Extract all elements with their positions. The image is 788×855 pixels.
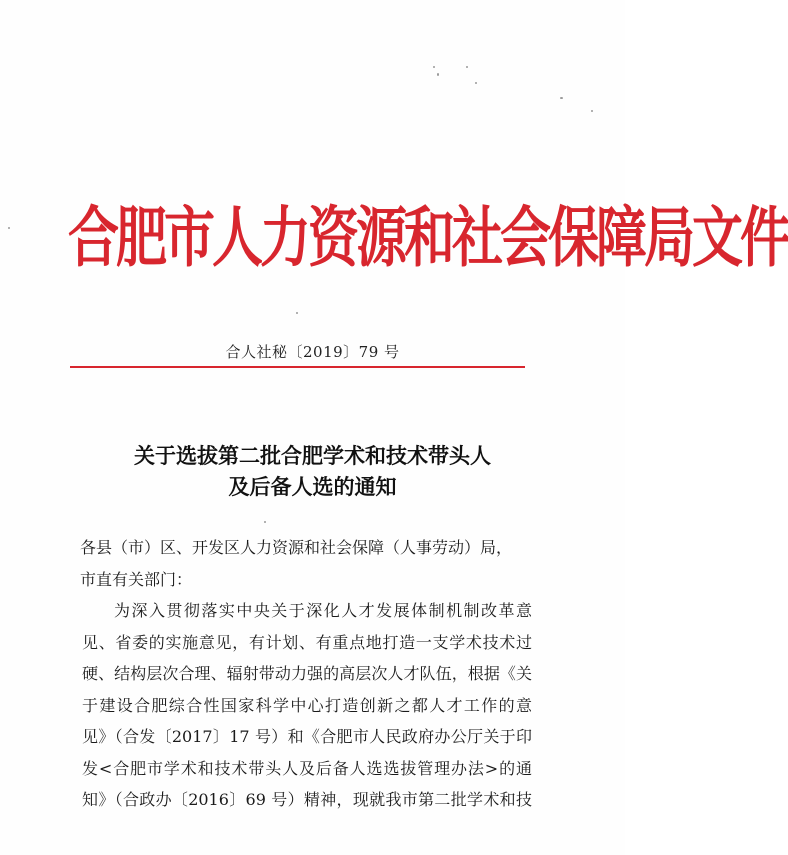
scan-speck: [8, 227, 10, 229]
body-line: 发<合肥市学术和技术带头人及后备人选选拔管理办法>的通: [82, 758, 532, 778]
scan-speck: [437, 73, 439, 76]
red-divider-line: [70, 366, 525, 368]
body-line: 为深入贯彻落实中央关于深化人才发展体制机制改革意: [114, 601, 532, 620]
body-line: 知》（合政办〔2016〕69 号）精神，现就我市第二批学术和技: [82, 790, 532, 809]
body-line: 见》（合发〔2017〕17 号）和《合肥市人民政府办公厅关于印: [82, 727, 532, 746]
scan-speck: [466, 66, 468, 68]
scan-speck: [433, 66, 435, 68]
addressee-line: 各县（市）区、开发区人力资源和社会保障（人事劳动）局，: [80, 538, 513, 557]
notice-title-line: 关于选拔第二批合肥学术和技术带头人: [134, 444, 491, 468]
document-number: 合人社秘〔2019〕79 号: [225, 343, 400, 361]
scan-speck: [591, 110, 593, 112]
body-line: 见、省委的实施意见，有计划、有重点地打造一支学术技术过: [82, 632, 532, 652]
scan-speck: [264, 521, 266, 523]
scan-speck: [560, 97, 563, 99]
body-line: 于建设合肥综合性国家科学中心打造创新之都人才工作的意: [82, 695, 532, 715]
body-line: 硬、结构层次合理、辐射带动力强的高层次人才队伍，根据《关: [82, 664, 532, 683]
scan-speck: [475, 82, 477, 84]
issuer-heading: 合肥市人力资源和社会保障局文件: [68, 200, 788, 277]
notice-title: [0, 441, 625, 503]
addressee-line: 市直有关部门：: [80, 569, 193, 589]
notice-title-line: 及后备人选的通知: [228, 475, 397, 499]
notice-body: [82, 532, 532, 816]
scan-speck: [296, 312, 298, 314]
